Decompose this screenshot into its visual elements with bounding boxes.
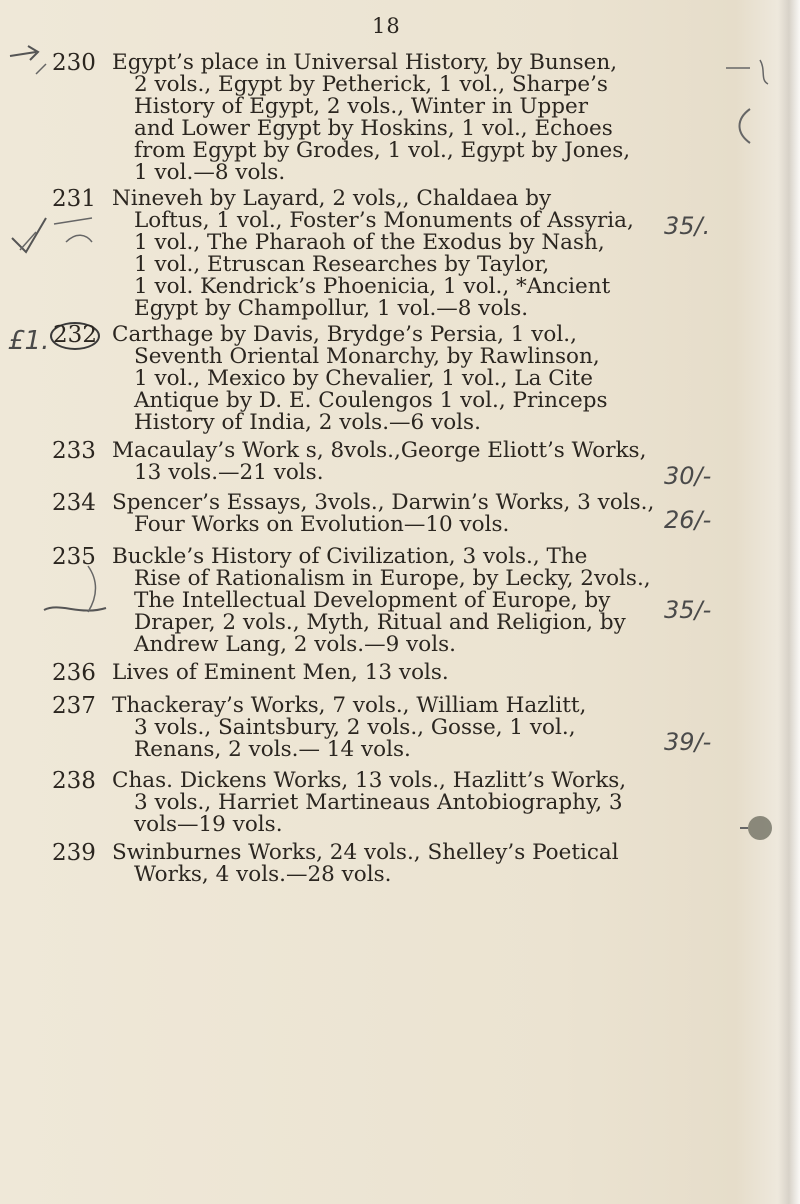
lot-number: 234 [52, 490, 96, 516]
lot-line: Andrew Lang, 2 vols.—9 vols. [134, 632, 456, 657]
lot-number: 230 [52, 50, 96, 76]
pencil-arrow-icon [6, 40, 66, 80]
lot-line: The Intellectual Development of Europe, by [134, 588, 611, 613]
lot-line: Buckle’s History of Civilization, 3 vols., The [112, 544, 588, 569]
lot-number: 233 [52, 438, 96, 464]
lot-line: 1 vol., Mexico by Chevalier, 1 vol., La Cite [134, 366, 593, 391]
pencil-paren-icon [730, 105, 760, 145]
lot-line: Macaulay’s Work s, 8vols.,George Eliott’s Works, [112, 438, 647, 463]
lot-line: Lives of Eminent Men, 13 vols. [112, 660, 449, 685]
lot-line: Chas. Dickens Works, 13 vols., Hazlitt’s Works, [112, 768, 627, 793]
lot-line: Egypt by Champollur, 1 vol.—8 vols. [134, 296, 529, 321]
margin-price: £1. [8, 326, 50, 356]
margin-price: 26/- [664, 506, 712, 534]
lot-line: Nineveh by Layard, 2 vols,, Chaldaea by [112, 186, 552, 211]
ink-blot-icon [736, 808, 784, 848]
lot-line: Four Works on Evolution—10 vols. [134, 512, 510, 537]
margin-price: 35/- [664, 596, 712, 624]
lot-description [112, 695, 672, 761]
lot-number: 235 [52, 544, 96, 570]
lot-description [112, 492, 672, 536]
lot-number: 238 [52, 768, 96, 794]
lot-line: and Lower Egypt by Hoskins, 1 vol., Echoes [134, 116, 613, 141]
lot-line: Loftus, 1 vol., Foster’s Monuments of Assyria, [134, 208, 634, 233]
lot-number: 239 [52, 840, 96, 866]
lot-line: 1 vol., The Pharaoh of the Exodus by Nash, [134, 230, 605, 255]
lot-line: 1 vol.—8 vols. [134, 160, 286, 185]
lot-line: Renans, 2 vols.— 14 vols. [134, 737, 411, 762]
lot-line: History of Egypt, 2 vols., Winter in Upper [134, 94, 589, 119]
lot-number: 232 [50, 322, 100, 350]
margin-price: 39/- [664, 728, 712, 756]
lot-line: History of India, 2 vols.—6 vols. [134, 410, 481, 435]
lot-line: Swinburnes Works, 24 vols., Shelley’s Poetical [112, 840, 619, 865]
lot-line: Rise of Rationalism in Europe, by Lecky, 2vols., [134, 566, 651, 591]
lot-line: Thackeray’s Works, 7 vols., William Hazlitt, [112, 693, 587, 718]
lot-description [112, 842, 672, 886]
lot-line: 3 vols., Harriet Martineaus Antobiography, 3 [134, 790, 623, 815]
lot-line: Antique by D. E. Coulengos 1 vol., Princeps [134, 388, 608, 413]
page-number: 18 [372, 14, 401, 38]
lot-line: vols—19 vols. [134, 812, 283, 837]
pencil-check-icon [6, 212, 96, 264]
lot-description [112, 770, 672, 836]
lot-description [112, 662, 672, 684]
lot-line: Spencer’s Essays, 3vols., Darwin’s Works, 3 vols., [112, 490, 655, 515]
lot-line: 3 vols., Saintsbury, 2 vols., Gosse, 1 vol., [134, 715, 576, 740]
lot-line: Seventh Oriental Monarchy, by Rawlinson, [134, 344, 600, 369]
pencil-scribble-icon [720, 50, 780, 90]
lot-description [112, 188, 672, 320]
lot-description [112, 440, 672, 484]
lot-line: Draper, 2 vols., Myth, Ritual and Religion, by [134, 610, 626, 635]
margin-price: 35/. [664, 212, 711, 240]
lot-description [112, 546, 672, 656]
lot-line: Carthage by Davis, Brydge’s Persia, 1 vol., [112, 322, 577, 347]
margin-price: 30/- [664, 462, 712, 490]
lot-number: 236 [52, 660, 96, 686]
lot-description [112, 52, 672, 184]
lot-number: 231 [52, 186, 96, 212]
lot-line: Works, 4 vols.—28 vols. [134, 862, 392, 887]
lot-line: from Egypt by Grodes, 1 vol., Egypt by Jones, [134, 138, 631, 163]
lot-line: 13 vols.—21 vols. [134, 460, 324, 485]
pencil-bracket-icon [84, 564, 104, 614]
lot-number: 237 [52, 693, 96, 719]
lot-line: 1 vol., Etruscan Researches by Taylor, [134, 252, 550, 277]
lot-line: 1 vol. Kendrick’s Phoenicia, 1 vol., *Ancient [134, 274, 611, 299]
lot-line: 2 vols., Egypt by Petherick, 1 vol., Sharpe’s [134, 72, 608, 97]
page-edge [778, 0, 800, 1204]
lot-line: Egypt’s place in Universal History, by Bunsen, [112, 50, 618, 75]
lot-description [112, 324, 672, 434]
